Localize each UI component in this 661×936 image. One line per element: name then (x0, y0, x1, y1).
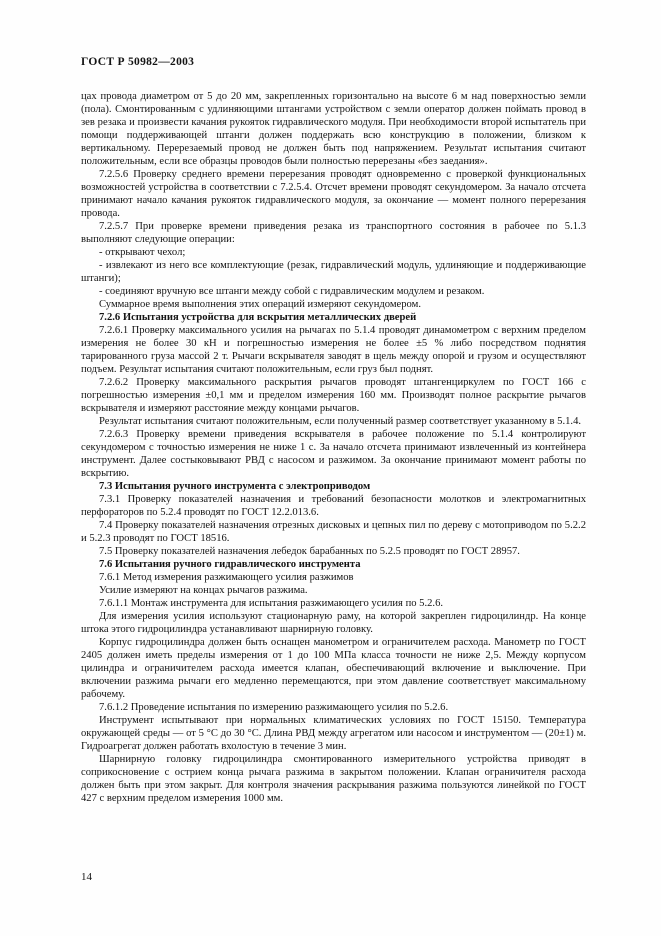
paragraph: 7.2.5.7 При проверке времени приведения резака из транспортного состояния в рабочее по 5.1.3 выполняют следующие операции: (81, 221, 586, 245)
section-heading: 7.6 Испытания ручного гидравлического инструмента (99, 559, 361, 570)
paragraph: Инструмент испытывают при нормальных климатических условиях по ГОСТ 15150. Температура окружающей среды — от 5 °С до 30 °С. Длина РВД между агрегатом или насосом и инструментом — (20±1) м. Гидроагрегат должен работать вхолостую в течение 3 мин. (81, 715, 586, 752)
document-body (81, 90, 586, 805)
paragraph: 7.4 Проверку показателей назначения отрезных дисковых и цепных пил по дереву с мотоприводом по 5.2.2 и 5.2.3 проводят по ГОСТ 18516. (81, 520, 586, 544)
page-number: 14 (81, 871, 92, 883)
paragraph: Усилие измеряют на концах рычагов разжима. (99, 585, 308, 596)
paragraph: Для измерения усилия используют стационарную раму, на которой закреплен гидроцилиндр. На конце штока этого гидроцилиндра устанавливают шарнирную головку. (81, 611, 586, 635)
section-heading: 7.3 Испытания ручного инструмента с электроприводом (99, 481, 371, 492)
paragraph: Шарнирную головку гидроцилиндра смонтированного измерительного устройства приводят в соприкосновение с острием конца рычага разжима в закрытом положении. Клапан ограничителя расхода должен быть при этом закрыт. Для контроля значения раскрывания разжима пользуются линейкой по ГОСТ 427 с верхним пределом измерения 1000 мм. (81, 754, 586, 804)
document-header: ГОСТ Р 50982—2003 (81, 56, 195, 68)
paragraph: Суммарное время выполнения этих операций измеряют секундомером. (99, 299, 422, 310)
paragraph: 7.2.6.1 Проверку максимального усилия на рычагах по 5.1.4 проводят динамометром с верхним пределом измерения не более 30 кН и погрешностью измерения не более ±5 % либо посредством поднятия тарированного груза массой 2 т. Рычаги вскрывателя заводят в щель между опорой и грузом и осуществляют подъем. Результат испытания считают положительным, если груз был поднят. (81, 325, 586, 375)
paragraph: 7.5 Проверку показателей назначения лебедок барабанных по 5.2.5 проводят по ГОСТ 28957. (99, 546, 520, 557)
paragraph: цах провода диаметром от 5 до 20 мм, закрепленных горизонтально на высоте 6 м над поверхностью земли (пола). Смонтированным с удлиняющими штангами устройством с земли оператор должен поймать провод в зев резака и произвести качания рукояток гидравлического модуля. При необходимости второй испытатель при помощи поддерживающей штанги должен поддержать всю конструкцию в положении, близком к вертикальному. Перерезаемый провод не должен быть под напряжением. Результат испытания считают положительным, если все образцы проводов были полностью перерезаны «без заедания». (81, 91, 586, 167)
paragraph: 7.6.1.1 Монтаж инструмента для испытания разжимающего усилия по 5.2.6. (99, 598, 444, 609)
paragraph: 7.6.1 Метод измерения разжимающего усилия разжимов (99, 572, 354, 583)
paragraph: 7.6.1.2 Проведение испытания по измерению разжимающего усилия по 5.2.6. (99, 702, 449, 713)
paragraph: 7.2.6.3 Проверку времени приведения вскрывателя в рабочее положение по 5.1.4 контролируют секундомером с точностью измерения не ниже 1 с. За начало отсчета принимают извлеченный из контейнера инструмент. Далее состыковывают РВД с насосом и разжимом. За окончание принимают момент работы по вскрытию. (81, 429, 586, 479)
paragraph: - соединяют вручную все штанги между собой с гидравлическим модулем и резаком. (99, 286, 485, 297)
paragraph: 7.2.6.2 Проверку максимального раскрытия рычагов проводят штангенциркулем по ГОСТ 166 с погрешностью измерения ±0,1 мм и пределом измерения 160 мм. Производят полное раскрытие рычагов вскрывателя и измеряют расстояние между концами рычагов. (81, 377, 586, 414)
paragraph: - открывают чехол; (99, 247, 186, 258)
section-heading: 7.2.6 Испытания устройства для вскрытия металлических дверей (99, 312, 417, 323)
paragraph: - извлекают из него все комплектующие (резак, гидравлический модуль, удлиняющие и поддерживающие штанги); (81, 260, 586, 284)
paragraph: Результат испытания считают положительным, если полученный размер соответствует указанному в 5.1.4. (99, 416, 582, 427)
paragraph: 7.3.1 Проверку показателей назначения и требований безопасности молотков и электромагнитных перфораторов по 5.2.4 проводят по ГОСТ 12.2.013.6. (81, 494, 586, 518)
paragraph: Корпус гидроцилиндра должен быть оснащен манометром и ограничителем расхода. Манометр по ГОСТ 2405 должен иметь пределы измерения от 1 до 100 МПа класса точности не ниже 2,5. Между корпусом цилиндра и ограничителем расхода имеется клапан, обеспечивающий включение и выключение. При включении разжима рычаги его медленно перемещаются, при этом давление соответствует максимальному рабочему. (81, 637, 586, 700)
paragraph: 7.2.5.6 Проверку среднего времени перерезания проводят одновременно с проверкой функциональных возможностей устройства в соответствии с 7.2.5.4. Отсчет времени проводят секундомером. За начало отсчета принимают начало качания рукояток гидравлического модуля, за окончание — момент полного перерезания провода. (81, 169, 586, 219)
